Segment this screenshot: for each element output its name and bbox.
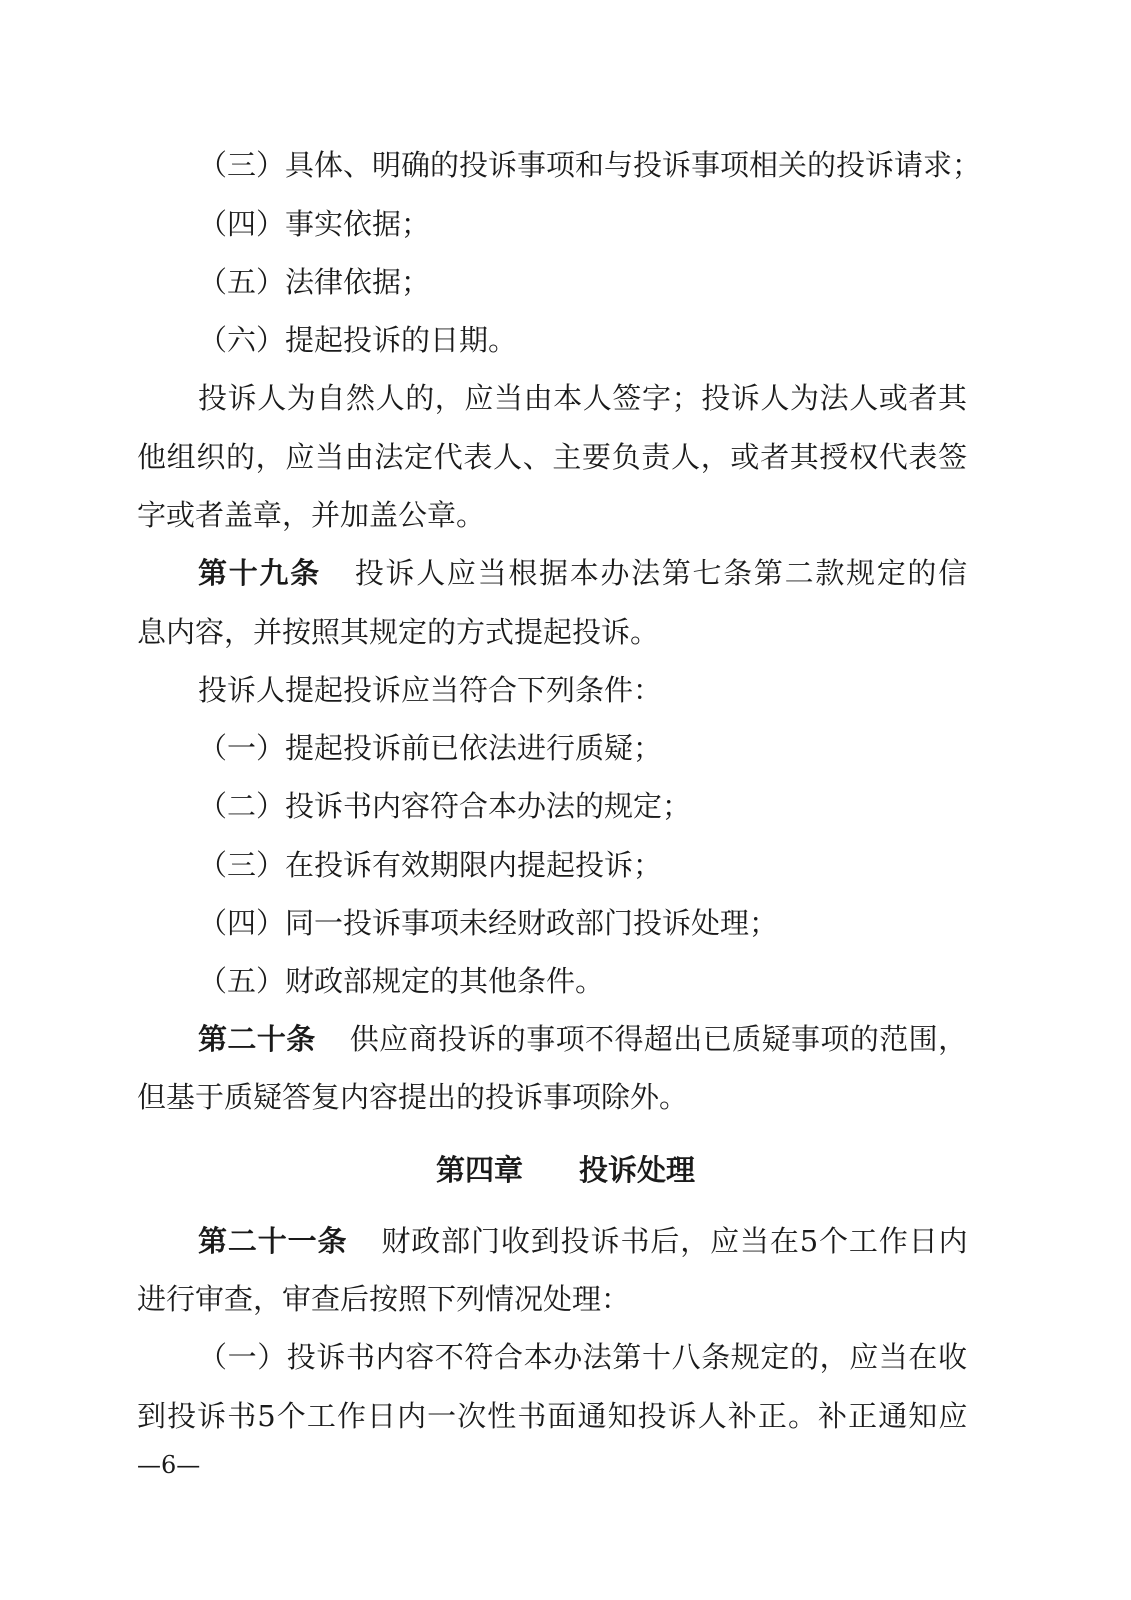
paragraph-line	[0, 495, 1131, 535]
list-item	[0, 845, 1131, 885]
chapter-heading	[0, 1150, 1131, 1190]
article-line	[0, 553, 1131, 593]
line-text: 到投诉书5个工作日内一次性书面通知投诉人补正。补正通知应	[137, 1399, 969, 1433]
line-text: 财政部门收到投诉书后，应当在5个工作日内	[381, 1224, 969, 1258]
line-text: 投诉人为自然人的，应当由本人签字；投诉人为法人或者其	[198, 381, 968, 415]
paragraph-line	[0, 1279, 1131, 1319]
line-text: （三）在投诉有效期限内提起投诉；	[198, 848, 663, 882]
article-heading: 第十九条	[198, 556, 321, 590]
body-line	[0, 204, 1131, 244]
list-item	[0, 728, 1131, 768]
article-line	[0, 1221, 1131, 1261]
article-19-line	[198, 553, 969, 593]
list-item	[0, 903, 1131, 943]
line-text: 但基于质疑答复内容提出的投诉事项除外。	[137, 1080, 689, 1114]
list-item	[0, 786, 1131, 826]
line-text: （三）具体、明确的投诉事项和与投诉事项相关的投诉请求；	[198, 148, 982, 182]
line-text: 投诉人应当根据本办法第七条第二款规定的信	[354, 556, 969, 590]
body-line	[0, 145, 1131, 185]
page-number: —6—	[137, 1451, 201, 1479]
article-20-line	[198, 1019, 968, 1059]
paragraph-line	[0, 612, 1131, 652]
line-text: 供应商投诉的事项不得超出已质疑事项的范围，	[349, 1022, 968, 1056]
line-text: 投诉人提起投诉应当符合下列条件：	[198, 673, 663, 707]
line-text: （一）提起投诉前已依法进行质疑；	[198, 731, 663, 765]
line-text: 字或者盖章，并加盖公章。	[137, 498, 486, 532]
article-heading: 第二十一条	[198, 1224, 348, 1258]
article-heading: 第二十条	[198, 1022, 316, 1056]
chapter-title: 投诉处理	[579, 1153, 696, 1187]
article-line	[0, 1019, 1131, 1059]
paragraph-first-line	[0, 670, 1131, 710]
line-text: （五）法律依据；	[198, 265, 431, 299]
paragraph-line	[0, 1396, 1131, 1436]
body-line	[0, 320, 1131, 360]
line-text: （六）提起投诉的日期。	[198, 323, 518, 357]
paragraph-line	[0, 1077, 1131, 1117]
list-item	[0, 961, 1131, 1001]
body-line	[0, 262, 1131, 302]
line-text: （五）财政部规定的其他条件。	[198, 964, 605, 998]
article-21-line	[198, 1221, 968, 1261]
paragraph-first-line	[0, 378, 1131, 418]
list-item	[0, 1337, 1131, 1377]
chapter-number: 第四章	[435, 1153, 523, 1187]
line-text: 息内容，并按照其规定的方式提起投诉。	[137, 615, 660, 649]
line-text: 他组织的，应当由法定代表人、主要负责人，或者其授权代表签	[137, 440, 968, 474]
line-text: 进行审查，审查后按照下列情况处理：	[137, 1282, 631, 1316]
line-text: （四）同一投诉事项未经财政部门投诉处理；	[198, 906, 779, 940]
line-text: （二）投诉书内容符合本办法的规定；	[198, 789, 692, 823]
paragraph-line	[0, 437, 1131, 477]
line-text: （一）投诉书内容不符合本办法第十八条规定的，应当在收	[198, 1340, 968, 1374]
line-text: （四）事实依据；	[198, 207, 431, 241]
